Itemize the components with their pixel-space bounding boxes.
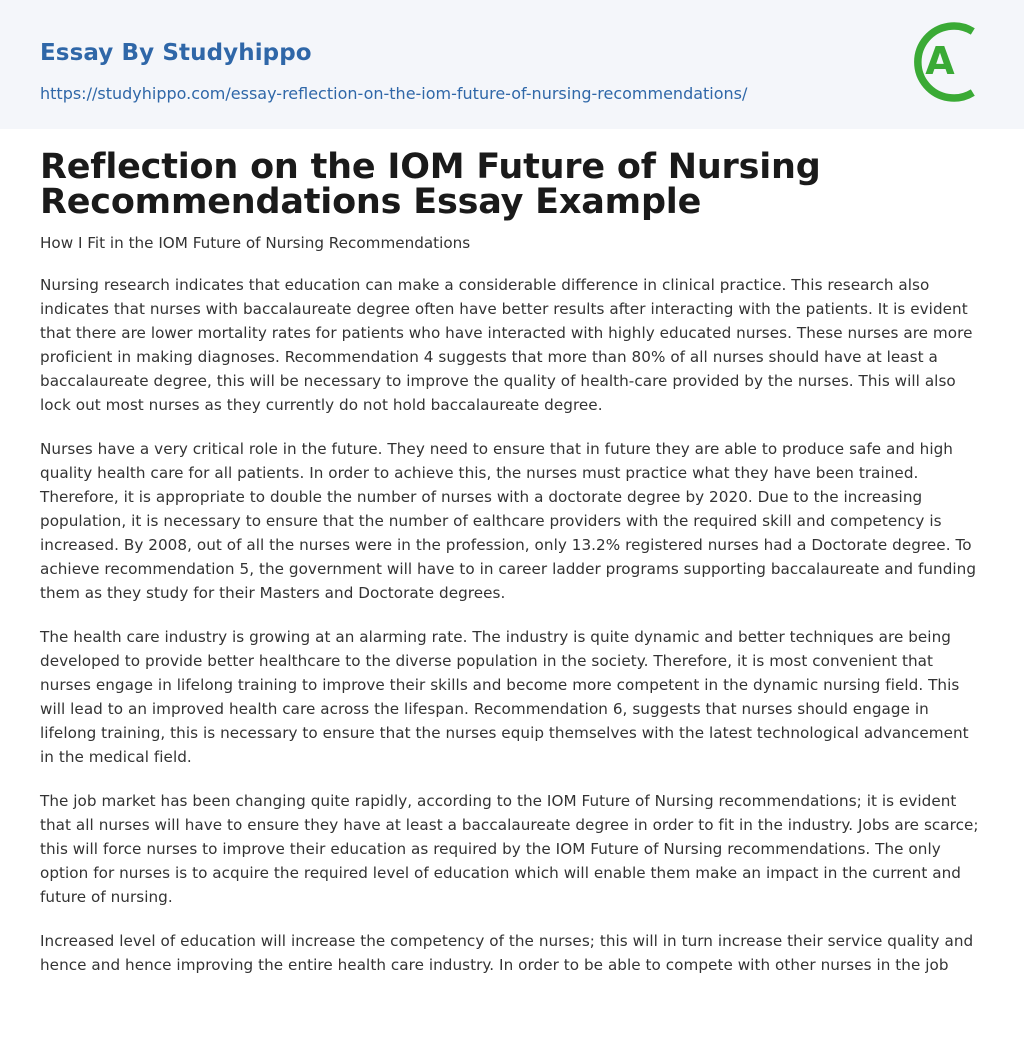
essay-paragraph: The job market has been changing quite rapidly, according to the IOM Future of Nursing recommendations; it is evident that all nurses will have to ensure they have at least a baccalaureate degree in order to fit in the industry. Jobs are scarce; this will force nurses to improve their education as required by the IOM Future of Nursing recommendations. The only option for nurses is to acquire the required level of education which will enable them make an impact in the current and future of nursing.: [40, 792, 979, 906]
page-bottom-cutoff: [0, 975, 1024, 1037]
site-title[interactable]: Essay By Studyhippo: [40, 40, 312, 66]
essay-title: Reflection on the IOM Future of Nursing Recommendations Essay Example: [40, 147, 821, 222]
studyhippo-logo-icon[interactable]: [908, 18, 988, 106]
logo-letter: A: [925, 39, 955, 83]
essay-paragraph: Increased level of education will increase the competency of the nurses; this will in turn increase their service quality and hence and hence improving the entire health care industry. In order to be able to compete with other nurses in the job: [40, 932, 974, 974]
page-url-link[interactable]: https://studyhippo.com/essay-reflection-on-the-iom-future-of-nursing-recommendations/: [40, 84, 748, 103]
essay-paragraph: The health care industry is growing at an alarming rate. The industry is quite dynamic and better techniques are being developed to provide better healthcare to the diverse population in the society. Therefore, it is most convenient that nurses engage in lifelong training to improve their skills and become more competent in the dynamic nursing field. This will lead to an improved health care across the lifespan. Recommendation 6, suggests that nurses should engage in lifelong training, this is necessary to ensure that the nurses equip themselves with the latest technological advancement in the medical field.: [40, 628, 969, 766]
essay-paragraph: Nursing research indicates that education can make a considerable difference in clinical practice. This research also indicates that nurses with baccalaureate degree often have better results after interacting with the patients. It is evident that there are lower mortality rates for patients who have interacted with highly educated nurses. These nurses are more proficient in making diagnoses. Recommendation 4 suggests that more than 80% of all nurses should have at least a baccalaureate degree, this will be necessary to improve the quality of health-care provided by the nurses. This will also lock out most nurses as they currently do not hold baccalaureate degree.: [40, 276, 973, 414]
essay-content: [40, 147, 984, 1016]
essay-subtitle: How I Fit in the IOM Future of Nursing Recommendations: [40, 234, 471, 252]
site-header: [0, 0, 1024, 129]
essay-paragraph: Nurses have a very critical role in the future. They need to ensure that in future they are able to produce safe and high quality health care for all patients. In order to achieve this, the nurses must practice what they have been trained. Therefore, it is appropriate to double the number of nurses with a doctorate degree by 2020. Due to the increasing population, it is necessary to ensure that the number of ealthcare providers with the required skill and competency is increased. By 2008, out of all the nurses were in the profession, only 13.2% registered nurses had a Doctorate degree. To achieve recommendation 5, the government will have to in career ladder programs supporting baccalaureate and funding them as they study for their Masters and Doctorate degrees.: [40, 440, 977, 602]
